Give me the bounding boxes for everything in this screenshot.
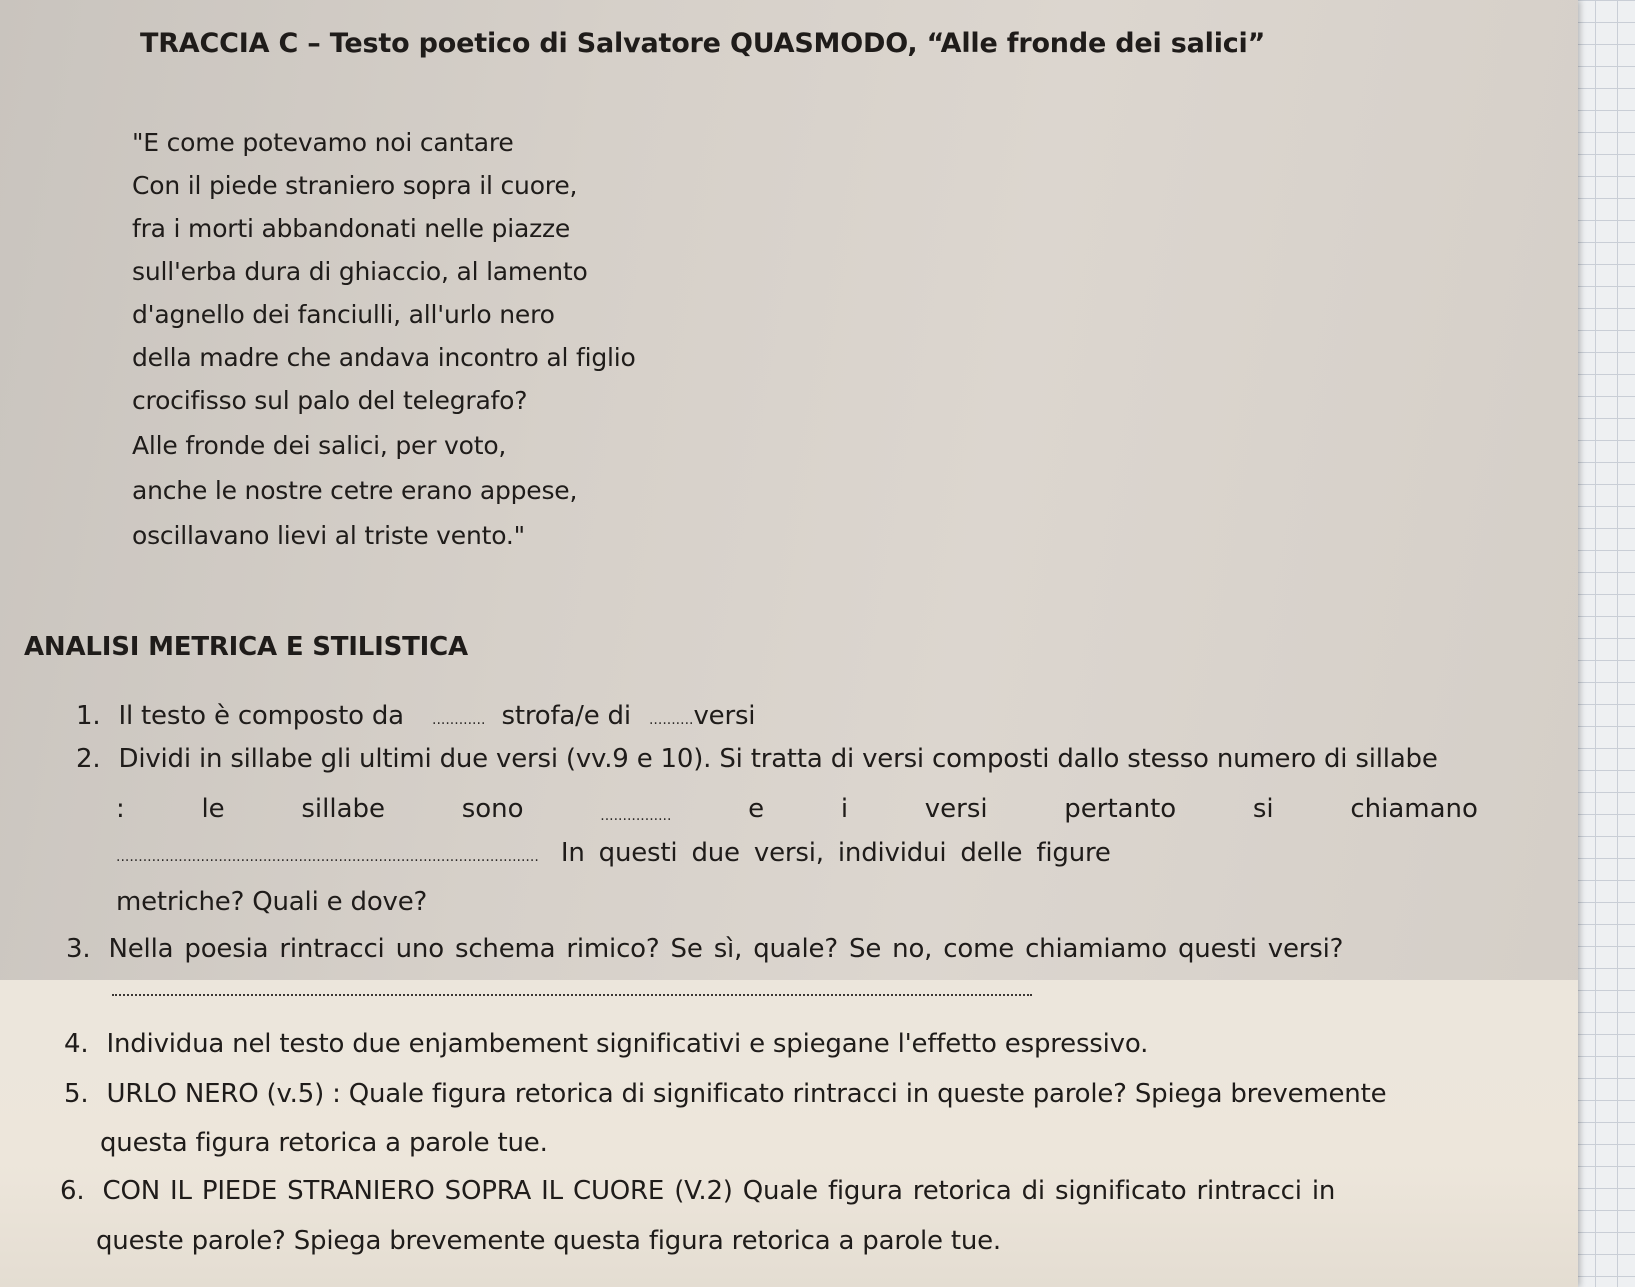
question-5-line-2: questa figura retorica a parole tue. [100, 1128, 548, 1158]
question-text: URLO NERO (v.5) : Quale figura retorica di significato rintracci in queste parole? Spiega brevemente [106, 1079, 1387, 1109]
poem-line: fra i morti abbandonati nelle piazze [132, 214, 571, 243]
poem-line: sull'erba dura di ghiaccio, al lamento [132, 257, 588, 286]
question-text: Il testo è composto da [118, 701, 404, 731]
question-number: 6. [60, 1176, 85, 1206]
answer-blank[interactable]: .......... [648, 712, 694, 728]
question-word: versi [924, 794, 988, 824]
question-text: strofa/e di [501, 701, 631, 731]
section-title: ANALISI METRICA E STILISTICA [24, 632, 468, 662]
question-word: chiamano [1350, 794, 1478, 824]
poem-line: "E come potevamo noi cantare [132, 128, 514, 157]
question-3 [66, 934, 1343, 964]
question-word: sillabe [301, 794, 386, 824]
question-6 [60, 1176, 1335, 1206]
question-text: CON IL PIEDE STRANIERO SOPRA IL CUORE (V.2) Quale figura retorica di significato rintracci in [102, 1176, 1336, 1206]
question-1 [76, 701, 755, 731]
poem-line: della madre che andava incontro al figlio [132, 343, 636, 372]
question-number: 4. [64, 1029, 89, 1059]
question-4 [64, 1029, 1148, 1059]
question-word: le [201, 794, 225, 824]
question-word: si [1252, 794, 1274, 824]
question-6-line-2: queste parole? Spiega brevemente questa figura retorica a parole tue. [96, 1226, 1001, 1256]
poem-line: Con il piede straniero sopra il cuore, [132, 171, 578, 200]
poem-line: oscillavano lievi al triste vento." [132, 521, 525, 550]
question-2 [76, 744, 1438, 774]
answer-blank[interactable]: ............................................................................................... [116, 849, 539, 865]
poem-line: d'agnello dei fanciulli, all'urlo nero [132, 300, 555, 329]
poem-line: crocifisso sul palo del telegrafo? [132, 386, 528, 415]
question-text: versi [693, 701, 756, 731]
question-2-line-4: metriche? Quali e dove? [116, 887, 428, 917]
question-word: sono [461, 794, 524, 824]
question-number: 2. [76, 744, 101, 774]
question-word: i [840, 794, 849, 824]
answer-blank[interactable]: ................ [600, 808, 672, 824]
answer-blank[interactable]: ............ [432, 712, 486, 728]
question-number: 5. [64, 1079, 89, 1109]
question-2-line-2 [116, 794, 1478, 824]
worksheet-title: TRACCIA C – Testo poetico di Salvatore QUASMODO, “Alle fronde dei salici” [140, 28, 1266, 59]
question-number: 1. [76, 701, 101, 731]
poem-line: Alle fronde dei salici, per voto, [132, 431, 507, 460]
question-word: pertanto [1064, 794, 1177, 824]
question-5 [64, 1079, 1386, 1109]
question-2-line-3 [116, 838, 1111, 868]
answer-line[interactable] [112, 994, 1032, 996]
question-word: e [748, 794, 765, 824]
question-word: : [116, 794, 125, 824]
grid-paper-background [1573, 0, 1635, 1287]
question-number: 3. [66, 934, 91, 964]
question-text: Nella poesia rintracci uno schema rimico? Se sì, quale? Se no, come chiamiamo questi versi? [108, 934, 1344, 964]
poem-line: anche le nostre cetre erano appese, [132, 476, 578, 505]
question-text: Dividi in sillabe gli ultimi due versi (vv.9 e 10). Si tratta di versi composti dallo stesso numero di sillabe [118, 744, 1438, 774]
question-text: In questi due versi, individui delle figure [560, 838, 1111, 868]
question-text: Individua nel testo due enjambement significativi e spiegane l'effetto espressivo. [106, 1029, 1149, 1059]
